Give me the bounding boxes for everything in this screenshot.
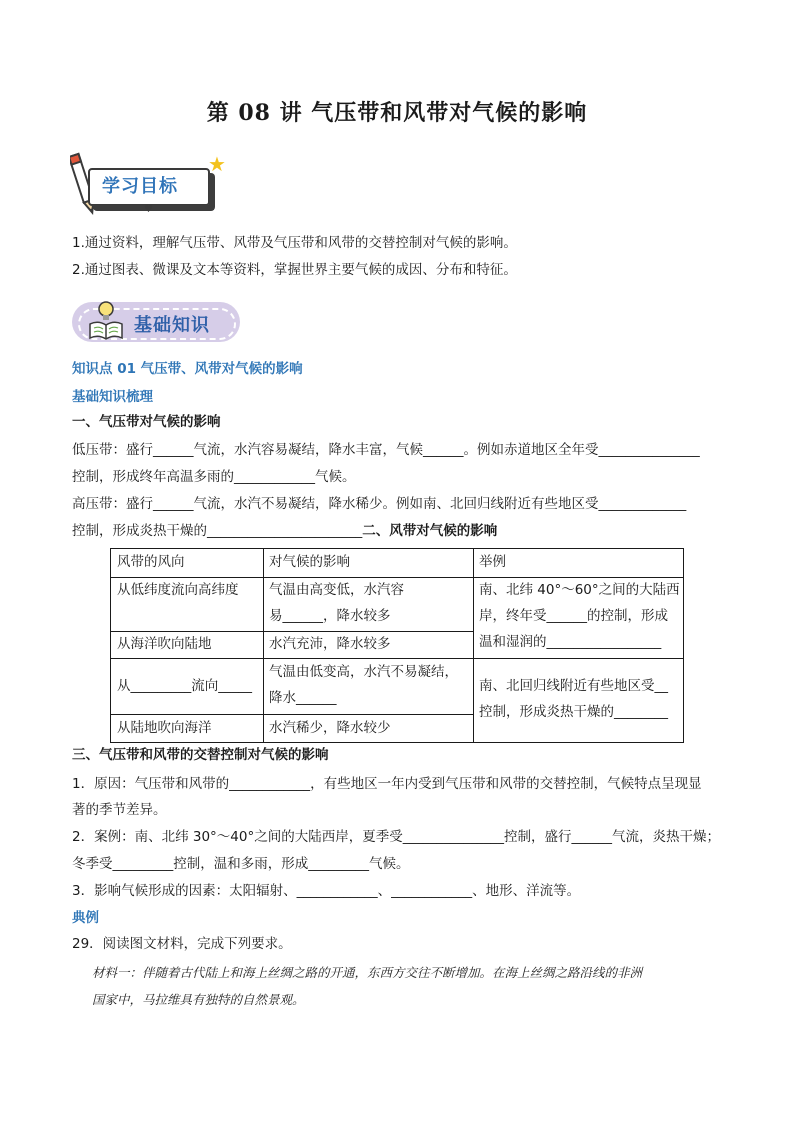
section-2-heading: 二、风带对气候的影响	[362, 523, 498, 539]
section-3-line: 著的季节差异。	[72, 802, 167, 818]
question-line: 29．阅读图文材料，完成下列要求。	[72, 936, 292, 952]
section-1-line-2: 控制，形成终年高温多雨的____________气候。	[72, 469, 356, 485]
table-cell: 南、北回归线附近有些地区受__	[479, 678, 668, 694]
material-line: 国家中，马拉维具有独特的自然景观。	[92, 992, 305, 1007]
table-cell: 从低纬度流向高纬度	[117, 582, 239, 598]
table-header: 风带的风向	[117, 554, 185, 570]
table-cell: 控制，形成炎热干燥的________	[479, 704, 668, 720]
star-icon: ★	[208, 152, 226, 176]
section-3-heading: 三、气压带和风带的交替控制对气候的影响	[72, 747, 329, 763]
table-cell: 降水______	[269, 690, 337, 706]
section-1-heading: 一、气压带对气候的影响	[72, 414, 221, 430]
section-3-line: 2．案例：南、北纬 30°～40°之间的大陆西岸，夏季受_______________控制，盛行______气流，炎热干燥；	[72, 829, 720, 845]
table-cell: 水汽稀少，降水较少	[269, 720, 391, 736]
section-3-line: 1．原因：气压带和风带的____________，有些地区一年内受到气压带和风带的交替控制，气候特点呈现显	[72, 776, 702, 792]
basic-knowledge-label: 基础知识	[134, 315, 210, 336]
section-1-line-1: 低压带：盛行______气流，水汽容易凝结，降水丰富，气候______。例如赤道地区全年受_______________	[72, 442, 700, 458]
example-label: 典例	[72, 910, 99, 926]
table-cell: 南、北纬 40°～60°之间的大陆西	[479, 582, 680, 598]
knowledge-subtitle: 基础知识梳理	[72, 389, 153, 405]
goal-line-1: 1.通过资料，理解气压带、风带及气压带和风带的交替控制对气候的影响。	[72, 235, 517, 251]
table-cell: 岸，终年受______的控制，形成	[479, 608, 668, 624]
table-cell: 气温由高变低，水汽容	[269, 582, 404, 598]
heart-icon: ♥	[144, 204, 153, 215]
basic-knowledge-badge	[72, 298, 244, 348]
section-1-line-4-text: 控制，形成炎热干燥的_______________________	[72, 523, 363, 539]
table-cell: 气温由低变高，水汽不易凝结，	[269, 664, 458, 680]
material-line: 材料一：伴随着古代陆上和海上丝绸之路的开通，东西方交往不断增加。在海上丝绸之路沿线的非洲	[92, 965, 643, 980]
table-header: 举例	[479, 554, 506, 570]
table-cell: 温和湿润的_________________	[479, 634, 662, 650]
table-cell: 从_________流向_____	[117, 678, 252, 694]
table-cell: 易______，降水较多	[269, 608, 391, 624]
section-3-line: 冬季受_________控制，温和多雨，形成_________气候。	[72, 856, 410, 872]
table-cell: 从陆地吹向海洋	[117, 720, 212, 736]
table-cell: 水汽充沛，降水较多	[269, 636, 391, 652]
open-book-lightbulb-icon	[86, 298, 126, 342]
knowledge-point-title: 知识点 01 气压带、风带对气候的影响	[72, 361, 303, 377]
section-1-line-4	[72, 522, 497, 540]
page-title: 第 08 讲 气压带和风带对气候的影响	[206, 100, 588, 126]
table-header: 对气候的影响	[269, 554, 350, 570]
goal-line-2: 2.通过图表、微课及文本等资料，掌握世界主要气候的成因、分布和特征。	[72, 262, 517, 278]
section-1-line-3: 高压带：盛行______气流，水汽不易凝结，降水稀少。例如南、北回归线附近有些地区受_____________	[72, 496, 687, 512]
wind-belt-table	[110, 548, 684, 743]
section-3-line: 3．影响气候形成的因素：太阳辐射、____________、____________、地形、洋流等。	[72, 883, 581, 899]
table-cell: 从海洋吹向陆地	[117, 636, 212, 652]
learning-goals-badge	[66, 148, 236, 222]
learning-goals-label: 学习目标	[102, 176, 178, 197]
